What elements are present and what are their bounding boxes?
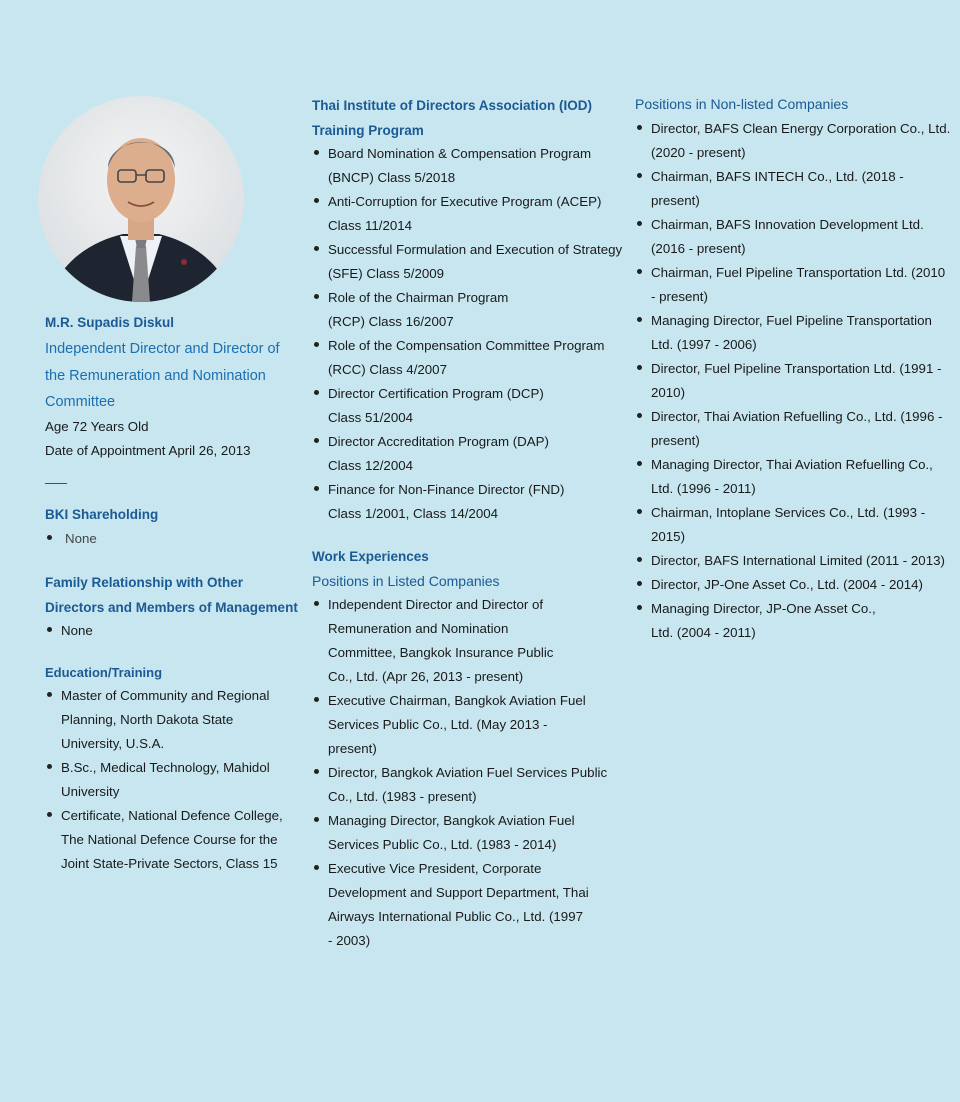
list-item: Director, Bangkok Aviation Fuel Services Public Co., Ltd. (1983 - present) [312,761,612,809]
list-item: Anti-Corruption for Executive Program (ACEP) Class 11/2014 [312,190,624,238]
person-name: M.R. Supadis Diskul [45,315,175,330]
listed-positions-list [312,593,612,953]
list-item: Certificate, National Defence College, The National Defence Course for the Joint State-Private Sectors, Class 15 [45,804,297,876]
person-role: Independent Director and Director of the Remuneration and Nomination Committee [45,341,280,410]
appointment-date: Date of Appointment April 26, 2013 [45,443,251,458]
list-item: Successful Formulation and Execution of Strategy (SFE) Class 5/2009 [312,238,624,286]
list-item: Director, JP-One Asset Co., Ltd. (2004 - 2014) [635,573,953,597]
family-title: Family Relationship with Other Directors and Members of Management [45,575,298,615]
list-item: Director Certification Program (DCP) Class 51/2004 [312,382,558,430]
list-item: None [45,619,295,643]
iod-list [312,142,624,526]
list-item: Director, BAFS Clean Energy Corporation Co., Ltd. (2020 - present) [635,117,953,165]
list-item: Board Nomination & Compensation Program (BNCP) Class 5/2018 [312,142,624,190]
list-item: None [45,527,295,551]
list-item: Managing Director, Thai Aviation Refuelling Co., Ltd. (1996 - 2011) [635,453,951,501]
list-item: Chairman, Intoplane Services Co., Ltd. (1993 - 2015) [635,501,946,549]
profile-photo [38,96,244,302]
family-list [45,619,295,643]
list-item: Role of the Compensation Committee Program (RCC) Class 4/2007 [312,334,624,382]
list-item: Finance for Non-Finance Director (FND) Class 1/2001, Class 14/2004 [312,478,578,526]
shareholding-list [45,527,295,551]
list-item: Director, BAFS International Limited (2011 - 2013) [635,549,953,573]
education-list [45,684,297,876]
work-title: Work Experiences [312,549,429,564]
nonlisted-title: Positions in Non-listed Companies [635,96,849,112]
list-item: Chairman, BAFS INTECH Co., Ltd. (2018 - present) [635,165,953,213]
education-title: Education/Training [45,665,163,680]
list-item: Managing Director, Fuel Pipeline Transportation Ltd. (1997 - 2006) [635,309,951,357]
listed-title: Positions in Listed Companies [312,573,500,589]
shareholding-title: BKI Shareholding [45,507,159,522]
list-item: Chairman, BAFS Innovation Development Ltd. (2016 - present) [635,213,936,261]
list-item: Managing Director, Bangkok Aviation Fuel Services Public Co., Ltd. (1983 - 2014) [312,809,578,857]
list-item: Executive Chairman, Bangkok Aviation Fuel Services Public Co., Ltd. (May 2013 - present) [312,689,588,761]
list-item: Chairman, Fuel Pipeline Transportation Ltd. (2010 - present) [635,261,953,309]
person-age: Age 72 Years Old [45,419,149,434]
list-item: B.Sc., Medical Technology, Mahidol University [45,756,297,804]
list-item: Director Accreditation Program (DAP) Class 12/2004 [312,430,558,478]
portrait-illustration [38,96,244,302]
list-item: Role of the Chairman Program (RCP) Class 16/2007 [312,286,538,334]
list-item: Director, Fuel Pipeline Transportation Ltd. (1991 - 2010) [635,357,953,405]
section-divider [45,483,67,484]
list-item: Managing Director, JP-One Asset Co., Ltd. (2004 - 2011) [635,597,891,645]
iod-title: Thai Institute of Directors Association (IOD) Training Program [312,98,593,138]
list-item: Independent Director and Director of Remuneration and Nomination Committee, Bangkok Insurance Public Co., Ltd. (Apr 26, 2013 - present) [312,593,578,689]
list-item: Director, Thai Aviation Refuelling Co., Ltd. (1996 - present) [635,405,953,453]
nonlisted-positions-list [635,117,953,645]
list-item: Master of Community and Regional Planning, North Dakota State University, U.S.A. [45,684,297,756]
list-item: Executive Vice President, Corporate Development and Support Department, Thai Airways International Public Co., Ltd. (1997 - 2003) [312,857,590,953]
